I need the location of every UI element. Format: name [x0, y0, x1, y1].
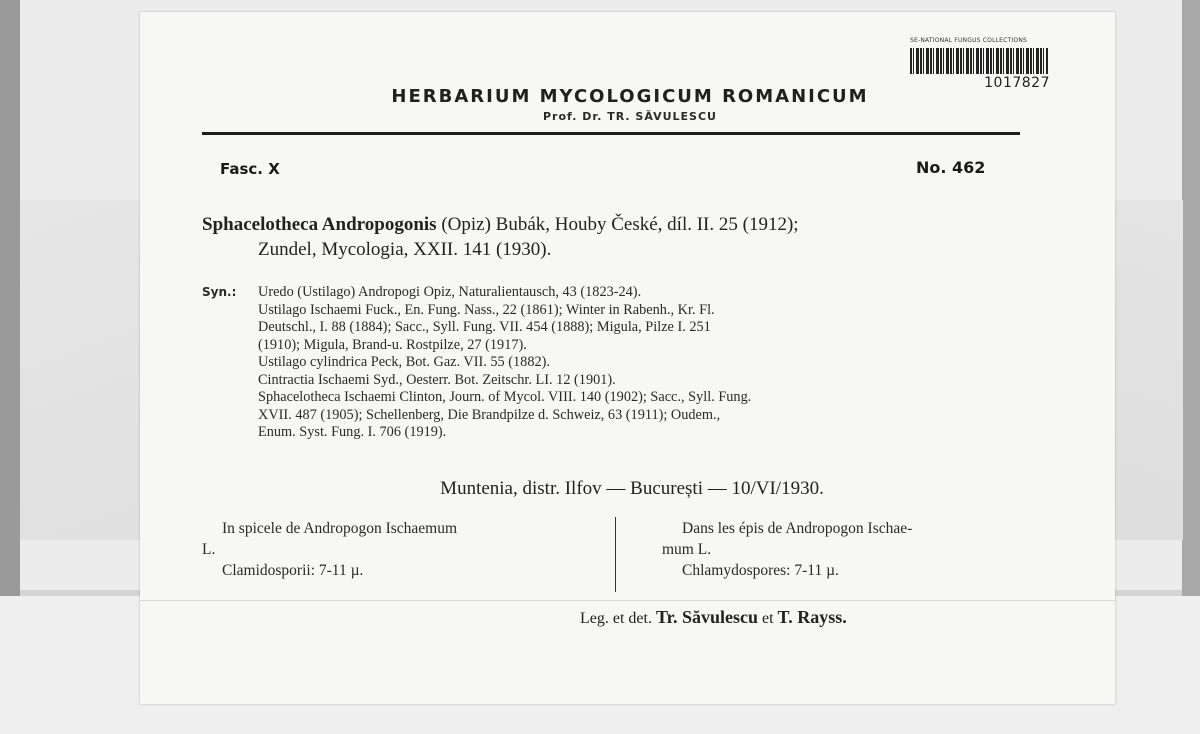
barcode-number: 1017827: [984, 75, 1050, 91]
species-authority: (Opiz) Bubák, Houby České, díl. II. 25 (1912);: [436, 214, 799, 235]
species-name: Sphacelotheca Andropogonis: [202, 214, 437, 235]
synonym-line: Ustilago cylindrica Peck, Bot. Gaz. VII. 55 (1882).: [258, 354, 550, 370]
romanian-line: L.: [202, 541, 216, 558]
collector-name-2: T. Rayss.: [777, 607, 847, 627]
collector-line: [580, 607, 847, 628]
barcode-icon: [910, 48, 1048, 74]
collector-prefix: Leg. et det.: [580, 610, 652, 627]
locality-date: Muntenia, distr. Ilfov — București — 10/VI/1930.: [440, 478, 824, 499]
french-line: Dans les épis de Andropogon Ischae-: [682, 520, 913, 537]
synonym-line: Sphacelotheca Ischaemi Clinton, Journ. of Mycol. VIII. 140 (1902); Sacc., Syll. Fung.: [258, 389, 752, 405]
romanian-description: [202, 518, 612, 581]
synonym-line: Deutschl., I. 88 (1884); Sacc., Syll. Fung. VII. 454 (1888); Migula, Pilze I. 251: [258, 319, 711, 335]
label-fold-line: [140, 600, 1115, 601]
french-spores: Chlamydospores: 7-11 µ.: [682, 562, 839, 579]
synonyms-label: Syn.:: [202, 285, 237, 299]
synonym-line: Ustilago Ischaemi Fuck., En. Fung. Nass., 22 (1861); Winter in Rabenh., Kr. Fl.: [258, 301, 715, 318]
barcode-institution: SE-NATIONAL FUNGUS COLLECTIONS: [910, 37, 1028, 44]
collector-conj: et: [762, 610, 774, 627]
synonym-line: Uredo (Ustilago) Andropogi Opiz, Naturalientausch, 43 (1823-24).: [258, 284, 642, 300]
header-rule: [202, 132, 1020, 135]
barcode-sticker: [910, 37, 1055, 119]
french-description: [662, 518, 1032, 581]
envelope-flap-left: [20, 200, 141, 540]
synonym-line: Enum. Syst. Fung. I. 706 (1919).: [258, 424, 447, 440]
column-divider: [615, 517, 616, 592]
folder-edge-right: [1182, 0, 1200, 600]
collector-name-1: Tr. Săvulescu: [655, 607, 758, 627]
herbarium-label: [140, 12, 1115, 704]
fascicle-label: Fasc. X: [220, 160, 280, 178]
specimen-number: No. 462: [916, 158, 986, 177]
synonym-line: (1910); Migula, Brand-u. Rostpilze, 27 (1917).: [258, 336, 527, 353]
folder-edge-left: [0, 0, 20, 600]
species-citation-line2: Zundel, Mycologia, XXII. 141 (1930).: [258, 239, 552, 260]
species-citation: [202, 212, 1032, 262]
synonym-line: Cintractia Ischaemi Syd., Oesterr. Bot. Zeitschr. LI. 12 (1901).: [258, 371, 616, 388]
romanian-spores: Clamidosporii: 7-11 µ.: [222, 562, 364, 579]
herbarium-curator: Prof. Dr. TR. SĂVULESCU: [542, 110, 717, 123]
herbarium-title: HERBARIUM MYCOLOGICUM ROMANICUM: [391, 86, 869, 107]
french-line: mum L.: [662, 541, 712, 558]
synonyms-block: [202, 284, 1032, 442]
synonym-line: XVII. 487 (1905); Schellenberg, Die Brandpilze d. Schweiz, 63 (1911); Oudem.,: [258, 406, 721, 423]
romanian-line: In spicele de Andropogon Ischaemum: [222, 520, 458, 537]
